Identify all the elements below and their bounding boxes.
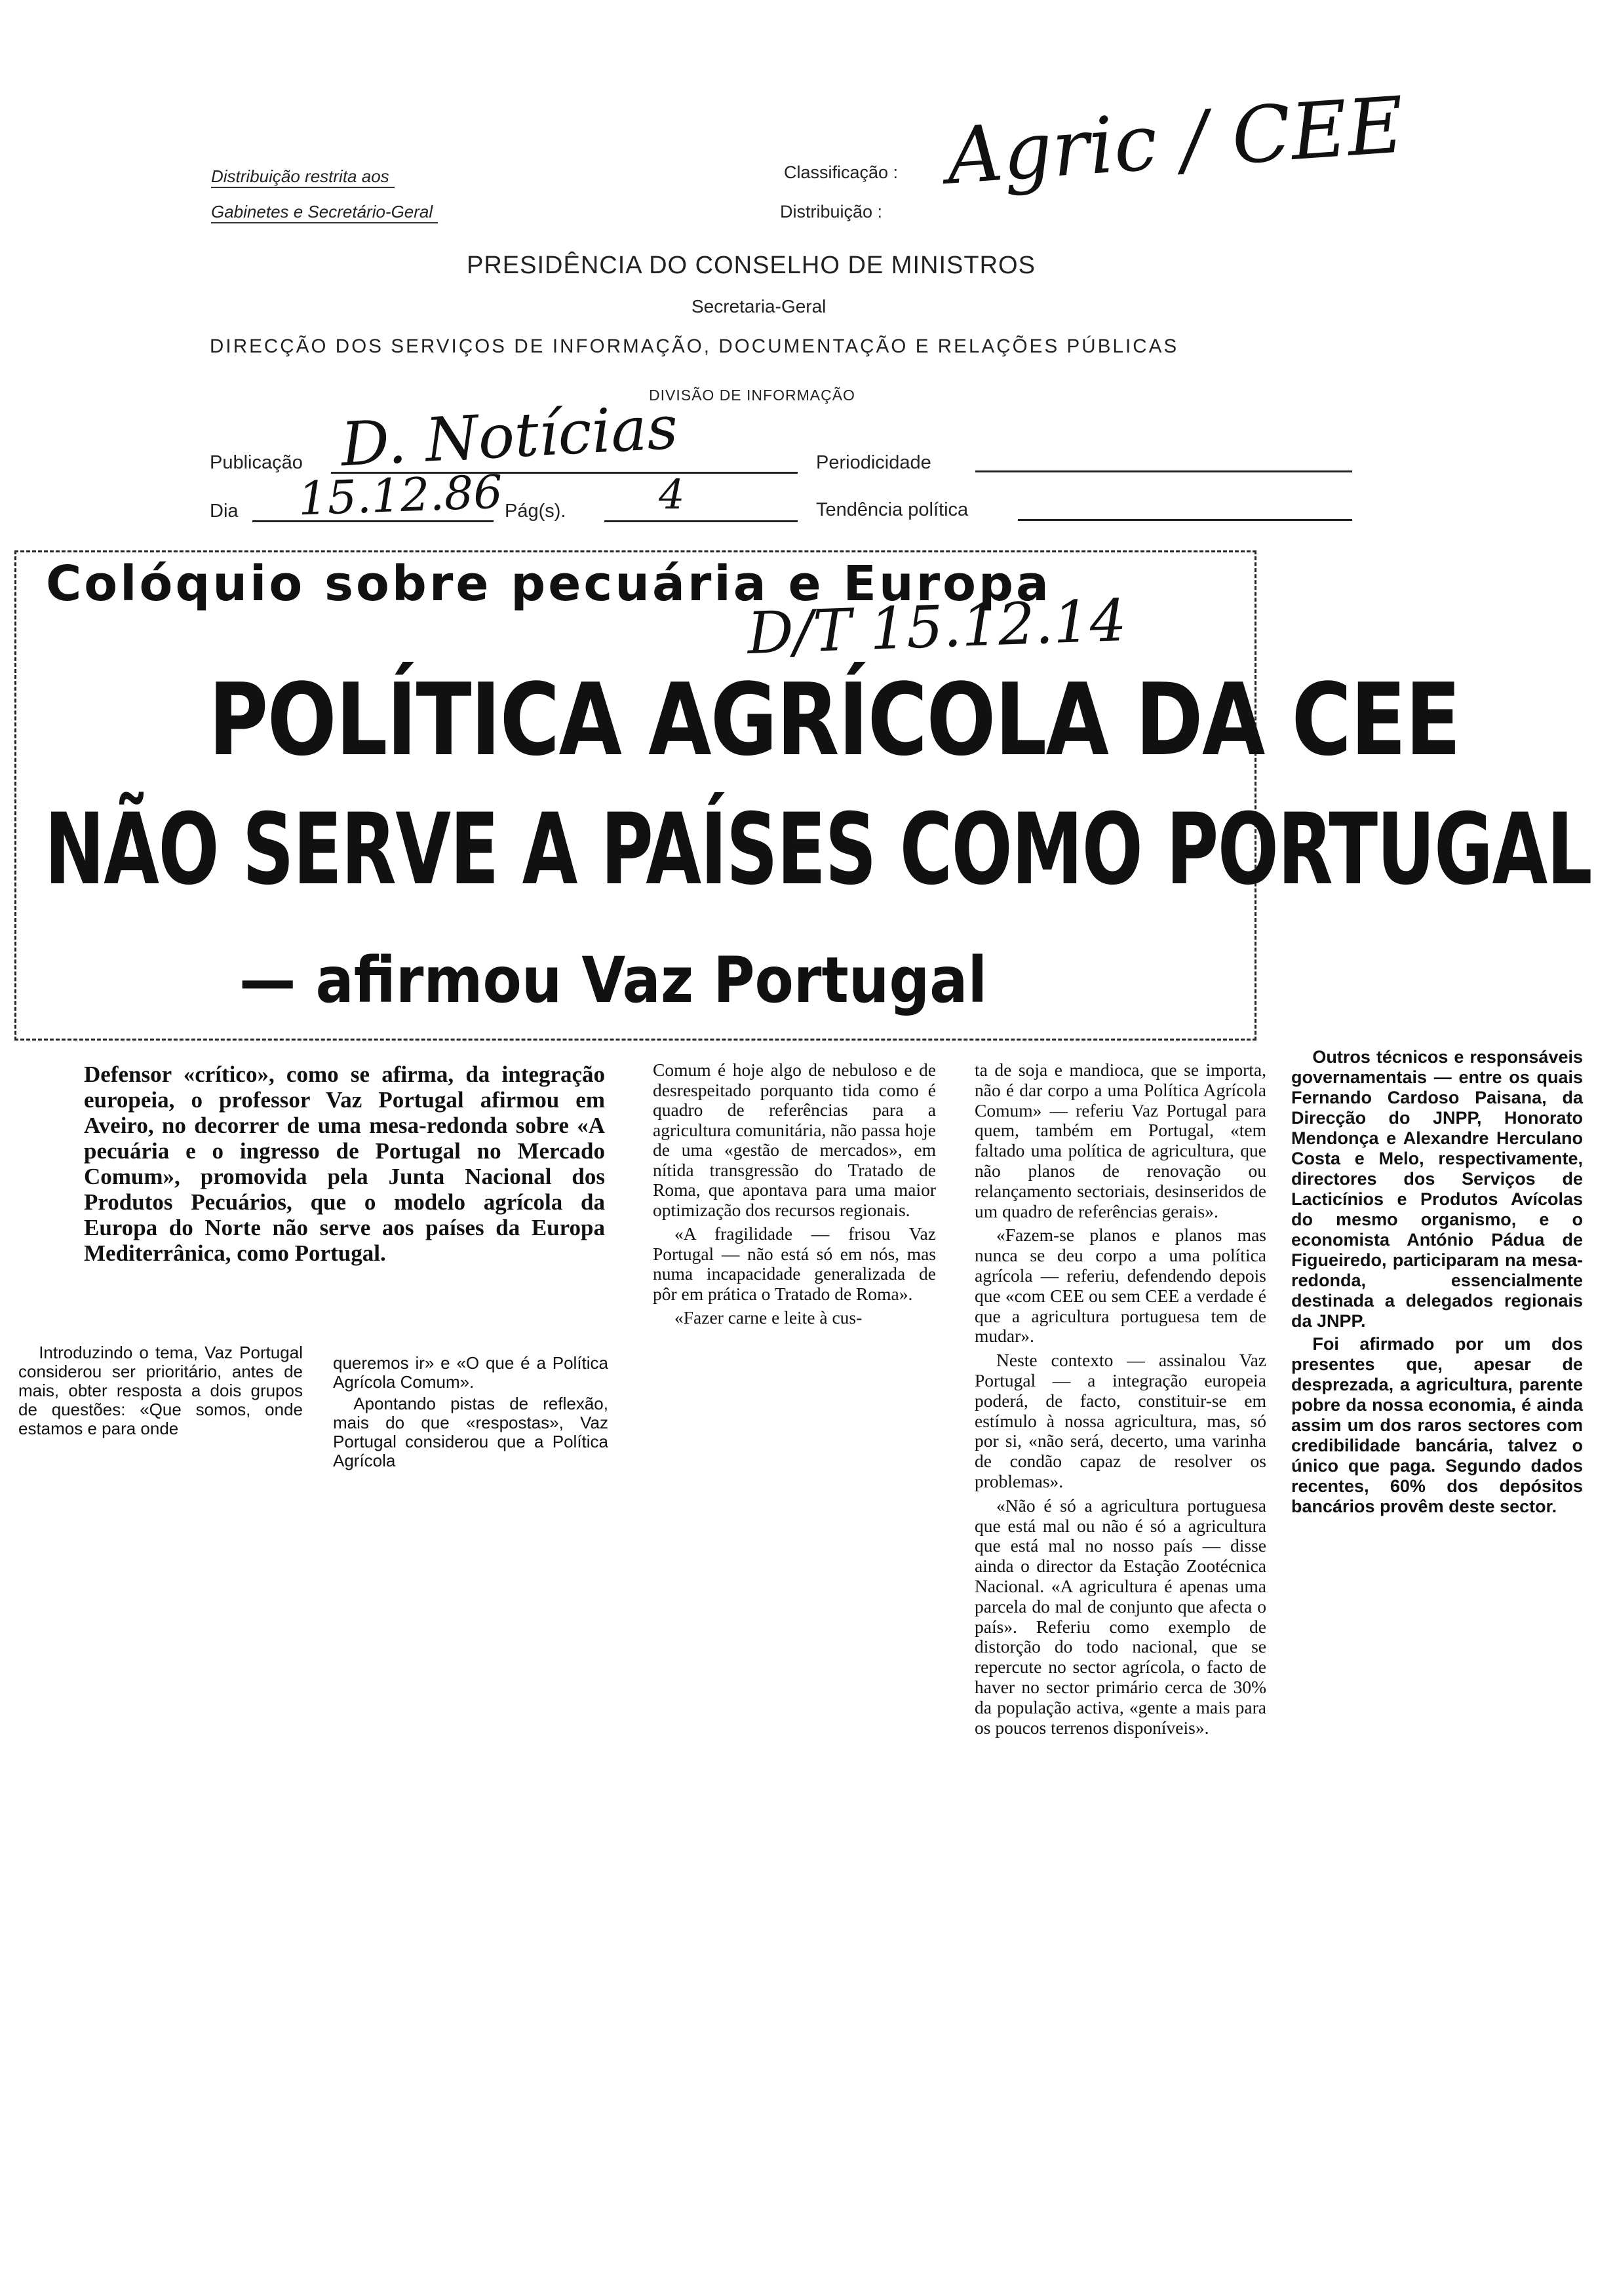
headline-line1: POLÍTICA AGRÍCOLA DA CEE bbox=[208, 662, 1460, 778]
body-col5 bbox=[1291, 1047, 1583, 1520]
direccao: DIRECÇÃO DOS SERVIÇOS DE INFORMAÇÃO, DOCUMENTAÇÃO E RELAÇÕES PÚBLICAS bbox=[210, 335, 1179, 357]
org-title: PRESIDÊNCIA DO CONSELHO DE MINISTROS bbox=[467, 252, 1036, 279]
col4c-paragraph: Neste contexto — assinalou Vaz Portugal — a integração europeia poderá, de facto, constituir-se em estímulo à nossa agricultura, mas, só por si, «não será, decerto, uma varinha de condão capaz de resolver os problemas». bbox=[975, 1350, 1266, 1491]
headline-line2: NÃO SERVE A PAÍSES COMO PORTUGAL bbox=[45, 793, 1592, 907]
dia-value: 15.12.86 bbox=[297, 465, 504, 526]
col2-paragraph: queremos ir» e «O que é a Política Agrícola Comum». bbox=[333, 1353, 608, 1392]
body-col3 bbox=[653, 1060, 936, 1332]
periodicidade-label: Periodicidade bbox=[816, 452, 931, 473]
col1-paragraph: Introduzindo o tema, Vaz Portugal considerou ser prioritário, antes de mais, obter resposta a dois grupos de questões: «Que somos, onde estamos e para onde bbox=[18, 1343, 303, 1438]
col5-paragraph: Outros técnicos e responsáveis governamentais — entre os quais Fernando Cardoso Paisana, da Direcção do JNPP, Honorato Mendonça e Alexandre Herculano Costa e Melo, respectivamente, directores dos Serviços de Lacticínios e Produtos Avícolas do mesmo organismo, e o economista António Pádua de Figueiredo, participaram na mesa-redonda, essencialmente destinada a delegados regionais da JNPP. bbox=[1291, 1047, 1583, 1331]
col4d-paragraph: «Não é só a agricultura portuguesa que está mal ou não é só a agricultura que está mal no nosso país — disse ainda o director da Estação Zootécnica Nacional. «A agricultura é apenas uma parcela do mal de conjunto que afecta o país». Referiu como exemplo de distorção do todo nacional, que se repercute no sector agrícola, o facto de haver no sector primário cerca de 30% da população activa, «gente a mais para os poucos terrenos disponíveis». bbox=[975, 1495, 1266, 1738]
dia-label: Dia bbox=[210, 501, 239, 522]
col4b-paragraph: «Fazem-se planos e planos mas nunca se deu corpo a uma política agrícola — referiu, defendendo depois que «com CEE ou sem CEE a verdade é que a agricultura portuguesa tem de mudar». bbox=[975, 1225, 1266, 1347]
publicacao-label: Publicação bbox=[210, 452, 303, 473]
pags-label: Pág(s). bbox=[505, 501, 566, 522]
body-col1 bbox=[18, 1343, 303, 1441]
divisao: DIVISÃO DE INFORMAÇÃO bbox=[649, 387, 855, 404]
col3-paragraph: Comum é hoje algo de nebuloso e de desrespeitado porquanto tida como é quadro de referências para a agricultura comunitária, não passa hoje de uma «gestão de mercados», em nítida transgressão do Tratado de Roma, que apontava para uma maior optimização dos recursos regionais. bbox=[653, 1060, 936, 1220]
subheadline: — afirmou Vaz Portugal bbox=[239, 944, 988, 1017]
pags-line bbox=[604, 520, 798, 522]
col5b-paragraph: Foi afirmado por um dos presentes que, apesar de desprezada, a agricultura, parente pobre da nossa economia, é ainda assim um dos raros sectores com credibilidade bancária, talvez o único que paga. Segundo dados recentes, 60% dos depósitos bancários provêm deste sector. bbox=[1291, 1334, 1583, 1516]
body-col2 bbox=[333, 1354, 608, 1473]
kicker: Colóquio sobre pecuária e Europa bbox=[46, 556, 1051, 612]
col4-paragraph: ta de soja e mandioca, que se importa, não é dar corpo a uma Política Agrícola Comum» — referiu Vaz Portugal para quem, também em Portugal, «tem faltado uma política de agricultura, que não planos de renovação ou relançamento sectoriais, desinseridos de um quadro de referências gerais». bbox=[975, 1060, 1266, 1221]
col3c-paragraph: «Fazer carne e leite à cus- bbox=[674, 1307, 863, 1328]
secretaria: Secretaria-Geral bbox=[691, 296, 827, 316]
classification-label: Classificação : bbox=[784, 163, 899, 182]
pags-value: 4 bbox=[659, 470, 685, 518]
handwritten-stamp: D/T 15.12.14 bbox=[746, 586, 1128, 668]
tendencia-line bbox=[1018, 519, 1352, 521]
col3b-paragraph: «A fragilidade — frisou Vaz Portugal — não está só em nós, mas numa incapacidade generalizada de pôr em prática o Tratado de Roma». bbox=[653, 1223, 936, 1304]
lede: Defensor «crítico», como se afirma, da integração europeia, o professor Vaz Portugal afirmou em Aveiro, no decorrer de uma mesa-redonda sobre «A pecuária e o ingresso de Portugal no Mercado Comum», promovida pela Junta Nacional dos Produtos Pecuários, que o modelo agrícola da Europa do Norte não serve aos países da Europa Mediterrânica, como Portugal. bbox=[84, 1062, 605, 1266]
distribution-label: Distribuição : bbox=[780, 202, 883, 221]
distribution-note-line1: Distribuição restrita aos bbox=[211, 166, 395, 188]
periodicidade-line bbox=[975, 470, 1352, 472]
classification-handwritten: Agric / CEE bbox=[944, 79, 1407, 202]
publicacao-value: D. Notícias bbox=[339, 392, 680, 480]
col2b-paragraph: Apontando pistas de reflexão, mais do que «respostas», Vaz Portugal considerou que a Política Agrícola bbox=[333, 1394, 608, 1470]
tendencia-label: Tendência política bbox=[816, 499, 969, 520]
distribution-note-line2: Gabinetes e Secretário-Geral bbox=[211, 202, 438, 223]
body-col4 bbox=[975, 1060, 1266, 1742]
